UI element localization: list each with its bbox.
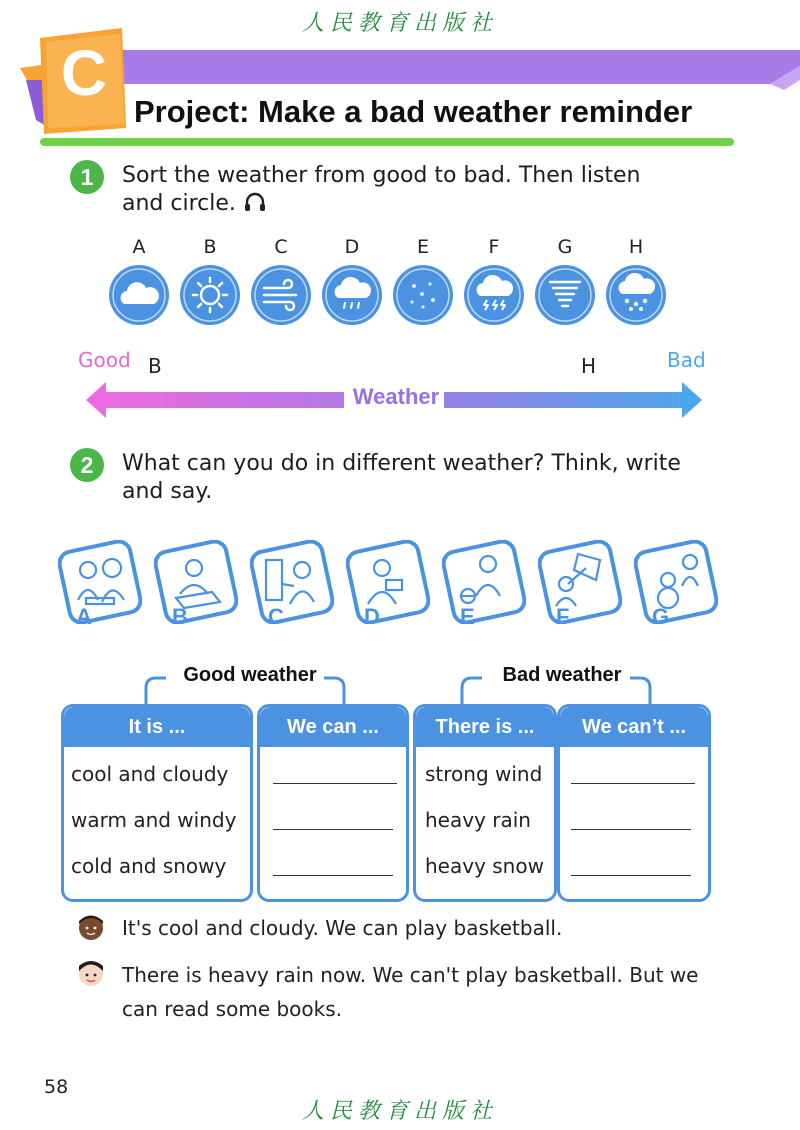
scene-b-boy-studying[interactable] (154, 540, 238, 624)
task-2-instruction-line2: and say. (122, 479, 213, 504)
publisher-header: 人民教育出版社 (301, 11, 498, 36)
scene-c-letter: C (268, 604, 284, 629)
snow-icon[interactable] (392, 264, 454, 326)
scale-good-label: Good (78, 348, 131, 372)
scene-d-letter: D (364, 604, 380, 629)
scene-e-letter: E (460, 604, 475, 629)
we-can-blank-1[interactable] (273, 783, 397, 784)
we-cant-blank-3[interactable] (571, 875, 691, 876)
column-we-cant-header: We can’t ... (560, 707, 708, 747)
boy-light-avatar (76, 958, 106, 988)
scale-bad-answer: H (581, 354, 597, 378)
weather-letter-a: A (132, 236, 146, 258)
weather-letter-h: H (628, 236, 644, 258)
scene-a-family-eating[interactable] (58, 540, 142, 624)
bad-weather-label: Bad weather (502, 664, 622, 686)
column-it-is-header: It is ... (64, 707, 250, 747)
task-1-instruction-line2: and circle. (122, 190, 267, 218)
scale-center-label: Weather (352, 384, 440, 409)
we-can-blank-2[interactable] (273, 829, 393, 830)
weather-letter-f: F (488, 236, 500, 258)
it-is-row-2: warm and windy (71, 808, 237, 832)
scene-f-boy-flying-kite[interactable] (538, 540, 622, 624)
headphones-icon[interactable] (243, 191, 267, 213)
thunderstorm-icon[interactable] (463, 264, 525, 326)
page-title: Project: Make a bad weather reminder (134, 94, 693, 129)
dialogue-line-1: It's cool and cloudy. We can play basketball. (122, 916, 563, 940)
scene-c-boy-painting[interactable] (250, 540, 334, 624)
tornado-icon[interactable] (534, 264, 596, 326)
windy-icon[interactable] (250, 264, 312, 326)
scene-e-boy-basketball[interactable] (442, 540, 526, 624)
weather-letter-e: E (416, 236, 429, 258)
it-is-row-1: cool and cloudy (71, 762, 229, 786)
scene-b-letter: B (172, 604, 188, 629)
scale-bad-label: Bad (667, 348, 706, 372)
hail-icon[interactable] (605, 264, 667, 326)
weather-letter-c: C (274, 236, 288, 258)
there-is-row-1: strong wind (425, 762, 543, 786)
section-letter: C (60, 37, 108, 109)
task-1-number: 1 (70, 160, 104, 194)
we-cant-blank-2[interactable] (571, 829, 691, 830)
task-2-instruction-line1: What can you do in different weather? Think, write (122, 451, 681, 476)
weather-letter-d: D (344, 236, 360, 258)
column-there-is-header: There is ... (416, 707, 554, 747)
we-can-blank-3[interactable] (273, 875, 393, 876)
rain-cloud-icon[interactable] (321, 264, 383, 326)
there-is-row-3: heavy snow (425, 854, 544, 878)
weather-letter-b: B (203, 236, 217, 258)
it-is-row-3: cold and snowy (71, 854, 227, 878)
scale-good-answer: B (148, 354, 162, 378)
scene-g-snowman[interactable] (634, 540, 718, 624)
boy-dark-avatar (76, 912, 106, 942)
good-weather-label: Good weather (183, 664, 317, 686)
scene-f-letter: F (556, 604, 570, 629)
cloudy-icon[interactable] (108, 264, 170, 326)
we-cant-blank-1[interactable] (571, 783, 695, 784)
task-2-number: 2 (70, 448, 104, 482)
page-number: 58 (44, 1076, 69, 1098)
scene-g-letter: G (652, 604, 670, 629)
weather-letter-g: G (557, 236, 573, 258)
scene-d-girl-reading[interactable] (346, 540, 430, 624)
column-we-can-header: We can ... (260, 707, 406, 747)
publisher-footer: 人民教育出版社 (301, 1099, 498, 1124)
sunny-icon[interactable] (179, 264, 241, 326)
dialogue-line-2a: There is heavy rain now. We can't play basketball. But we (122, 963, 699, 987)
dialogue-line-2b: can read some books. (122, 997, 343, 1021)
task-1-instruction-line1: Sort the weather from good to bad. Then listen (122, 163, 641, 188)
there-is-row-2: heavy rain (425, 808, 531, 832)
scene-a-letter: A (76, 604, 92, 629)
